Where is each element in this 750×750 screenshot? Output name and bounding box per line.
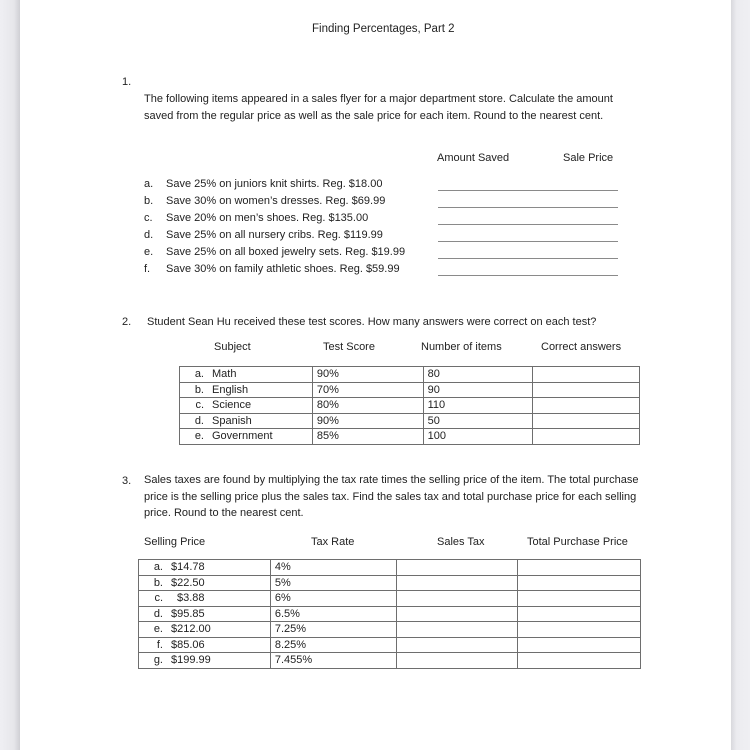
total-purchase-price-cell[interactable]	[518, 653, 641, 669]
sales-tax-cell[interactable]	[396, 653, 518, 669]
price-text: $14.78	[171, 561, 205, 574]
list-item	[144, 228, 383, 242]
column-header-correct-answers: Correct answers	[541, 341, 622, 353]
total-purchase-price-cell[interactable]	[518, 622, 641, 638]
table-row	[180, 382, 640, 398]
item-letter: a.	[144, 178, 154, 190]
item-letter: c.	[144, 212, 153, 224]
question-1-number: 1.	[122, 76, 132, 88]
row-letter: b.	[153, 576, 163, 589]
table-row	[139, 622, 641, 638]
answer-blank[interactable]	[438, 275, 618, 276]
item-text: Save 25% on juniors knit shirts. Reg. $18.00	[166, 178, 383, 190]
row-letter: b.	[194, 383, 204, 396]
column-header-sale-price: Sale Price	[563, 152, 614, 164]
price-text: $3.88	[177, 592, 205, 605]
row-letter: d.	[153, 607, 163, 620]
tax-rate-cell: 6.5%	[270, 606, 396, 622]
page-shadow-right	[731, 0, 750, 750]
price-text: $95.85	[171, 607, 205, 620]
correct-answers-cell[interactable]	[533, 398, 640, 414]
correct-answers-cell[interactable]	[533, 413, 640, 429]
answer-blank[interactable]	[438, 258, 618, 259]
tax-rate-cell: 6%	[270, 591, 396, 607]
page-title: Finding Percentages, Part 2	[312, 23, 455, 35]
selling-price-cell	[139, 653, 271, 669]
tax-rate-cell: 8.25%	[270, 637, 396, 653]
subject-text: Math	[212, 368, 237, 381]
subject-text: Science	[212, 399, 252, 412]
score-cell: 80%	[312, 398, 423, 414]
total-purchase-price-cell[interactable]	[518, 591, 641, 607]
tax-rate-cell: 7.25%	[270, 622, 396, 638]
sales-tax-table	[138, 559, 641, 669]
row-letter: a.	[194, 368, 204, 381]
table-row	[139, 653, 641, 669]
subject-cell	[180, 382, 313, 398]
price-text: $22.50	[171, 576, 205, 589]
row-letter: c.	[154, 592, 163, 605]
sales-tax-cell[interactable]	[396, 560, 518, 576]
list-item	[144, 245, 405, 259]
column-header-amount-saved: Amount Saved	[437, 152, 510, 164]
score-cell: 90%	[312, 367, 423, 383]
worksheet-page	[20, 0, 731, 750]
subject-text: Government	[212, 430, 273, 443]
total-purchase-price-cell[interactable]	[518, 575, 641, 591]
table-row	[139, 606, 641, 622]
question-2-prompt: Student Sean Hu received these test scores. How many answers were correct on each test?	[147, 316, 597, 328]
sales-tax-cell[interactable]	[396, 622, 518, 638]
items-cell: 80	[423, 367, 533, 383]
correct-answers-cell[interactable]	[533, 429, 640, 445]
sales-tax-cell[interactable]	[396, 591, 518, 607]
score-cell: 90%	[312, 413, 423, 429]
row-letter: d.	[194, 414, 204, 427]
column-header-selling-price: Selling Price	[144, 536, 206, 548]
page-shadow-left	[0, 0, 20, 750]
tax-rate-cell: 4%	[270, 560, 396, 576]
row-letter: a.	[153, 561, 163, 574]
sales-tax-cell[interactable]	[396, 575, 518, 591]
subject-cell	[180, 413, 313, 429]
correct-answers-cell[interactable]	[533, 382, 640, 398]
items-cell: 50	[423, 413, 533, 429]
sales-tax-cell[interactable]	[396, 606, 518, 622]
table-row	[180, 429, 640, 445]
question-3-number: 3.	[122, 475, 132, 487]
subject-cell	[180, 398, 313, 414]
item-text: Save 25% on all nursery cribs. Reg. $119.99	[166, 229, 383, 241]
item-letter: f.	[144, 263, 151, 275]
answer-blank[interactable]	[438, 241, 618, 242]
column-header-total-purchase-price: Total Purchase Price	[527, 536, 628, 548]
table-row	[139, 591, 641, 607]
item-text: Save 30% on family athletic shoes. Reg. $59.99	[166, 263, 400, 275]
table-row	[180, 398, 640, 414]
subject-text: Spanish	[212, 414, 252, 427]
subject-cell	[180, 367, 313, 383]
total-purchase-price-cell[interactable]	[518, 606, 641, 622]
selling-price-cell	[139, 560, 271, 576]
question-3-instructions: Sales taxes are found by multiplying the tax rate times the selling price of the item. The total purchase price is the selling price plus the sales tax. Find the sales tax and total purchase price for each selling price. Round to the nearest cent.	[144, 474, 639, 519]
subject-cell	[180, 429, 313, 445]
price-text: $85.06	[171, 638, 205, 651]
items-cell: 110	[423, 398, 533, 414]
row-letter: e.	[194, 430, 204, 443]
list-item	[144, 211, 368, 225]
items-cell: 100	[423, 429, 533, 445]
item-letter: b.	[144, 195, 154, 207]
selling-price-cell	[139, 622, 271, 638]
price-text: $199.99	[171, 654, 211, 667]
list-item	[144, 262, 400, 276]
column-header-sales-tax: Sales Tax	[437, 536, 485, 548]
score-cell: 70%	[312, 382, 423, 398]
total-purchase-price-cell[interactable]	[518, 637, 641, 653]
item-letter: e.	[144, 246, 154, 258]
table-row	[139, 560, 641, 576]
table-row	[139, 637, 641, 653]
subject-text: English	[212, 383, 249, 396]
price-text: $212.00	[171, 623, 211, 636]
table-row	[180, 367, 640, 383]
score-cell: 85%	[312, 429, 423, 445]
item-text: Save 30% on women’s dresses. Reg. $69.99	[166, 195, 386, 207]
selling-price-cell	[139, 637, 271, 653]
selling-price-cell	[139, 606, 271, 622]
selling-price-cell	[139, 591, 271, 607]
row-letter: g.	[153, 654, 163, 667]
list-item	[144, 177, 382, 191]
test-scores-table	[179, 366, 640, 445]
column-header-number-of-items: Number of items	[421, 341, 502, 353]
list-item	[144, 194, 385, 208]
sales-tax-cell[interactable]	[396, 637, 518, 653]
item-text: Save 20% on men’s shoes. Reg. $135.00	[166, 212, 369, 224]
selling-price-cell	[139, 575, 271, 591]
row-letter: f.	[156, 638, 163, 651]
total-purchase-price-cell[interactable]	[518, 560, 641, 576]
item-letter: d.	[144, 229, 154, 241]
question-1-instructions: The following items appeared in a sales flyer for a major department store. Calculate the amount saved from the regular price as well as the sale price for each item. Round to the nearest cent.	[144, 93, 613, 122]
row-letter: e.	[153, 623, 163, 636]
correct-answers-cell[interactable]	[533, 367, 640, 383]
table-row	[139, 575, 641, 591]
tax-rate-cell: 7.455%	[270, 653, 396, 669]
answer-blank[interactable]	[438, 190, 618, 191]
row-letter: c.	[195, 399, 204, 412]
question-2-number: 2.	[122, 316, 132, 328]
table-row	[180, 413, 640, 429]
answer-blank[interactable]	[438, 224, 618, 225]
answer-blank[interactable]	[438, 207, 618, 208]
items-cell: 90	[423, 382, 533, 398]
item-text: Save 25% on all boxed jewelry sets. Reg. $19.99	[166, 246, 406, 258]
column-header-test-score: Test Score	[323, 341, 375, 353]
column-header-tax-rate: Tax Rate	[311, 536, 355, 548]
column-header-subject: Subject	[214, 341, 251, 353]
tax-rate-cell: 5%	[270, 575, 396, 591]
